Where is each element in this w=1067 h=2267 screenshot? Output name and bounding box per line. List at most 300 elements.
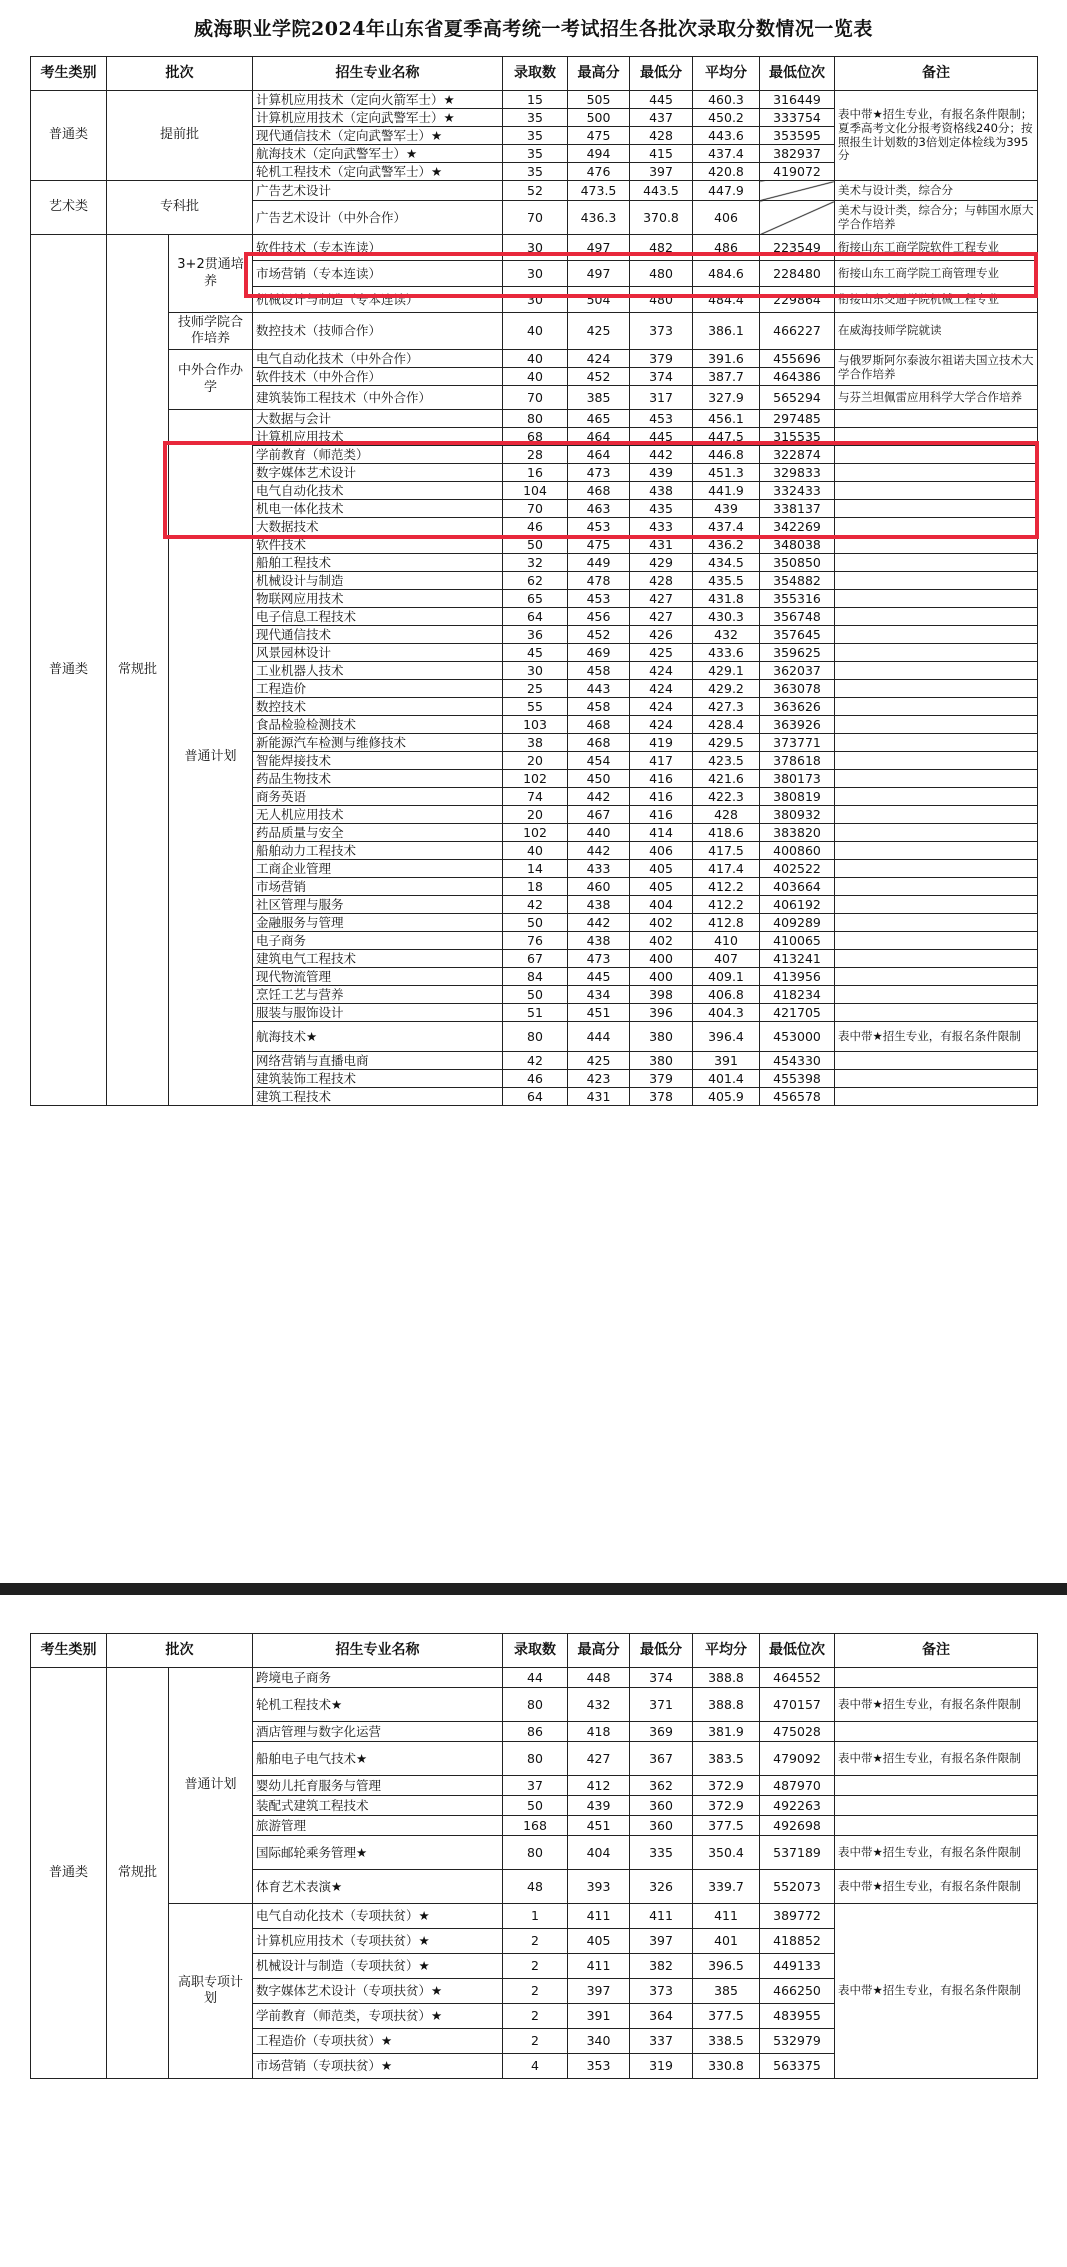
major-name-cell: 现代通信技术 [253,626,503,644]
count-cell: 102 [503,824,568,842]
avg-score-cell: 447.9 [693,181,760,201]
note-cell [835,806,1038,824]
count-cell: 36 [503,626,568,644]
min-rank-cell: 479092 [760,1742,835,1776]
max-score-cell: 412 [568,1776,630,1796]
count-cell: 14 [503,860,568,878]
count-cell: 20 [503,752,568,770]
max-score-cell: 423 [568,1070,630,1088]
major-name-cell: 轮机工程技术★ [253,1688,503,1722]
min-score-cell: 431 [630,536,693,554]
avg-score-cell: 412.8 [693,914,760,932]
avg-score-cell: 421.6 [693,770,760,788]
max-score-cell: 456 [568,608,630,626]
count-cell: 2 [503,2004,568,2029]
plan-cell: 中外合作办学 [169,350,253,410]
table-row [31,313,1038,350]
avg-score-cell: 406 [693,201,760,235]
major-name-cell: 软件技术 [253,536,503,554]
min-score-cell: 414 [630,824,693,842]
avg-score-cell: 435.5 [693,572,760,590]
count-cell: 2 [503,2029,568,2054]
count-cell: 168 [503,1816,568,1836]
count-cell: 80 [503,1836,568,1870]
avg-score-cell: 387.7 [693,368,760,386]
min-score-cell: 378 [630,1088,693,1106]
max-score-cell: 458 [568,698,630,716]
header-count: 录取数 [503,57,568,91]
major-name-cell: 市场营销 [253,878,503,896]
min-rank-cell: 223549 [760,235,835,261]
avg-score-cell: 423.5 [693,752,760,770]
min-rank-cell: 357645 [760,626,835,644]
note-cell: 表中带★招生专业，有报名条件限制 [835,1742,1038,1776]
min-score-cell: 482 [630,235,693,261]
max-score-cell: 353 [568,2054,630,2079]
max-score-cell: 449 [568,554,630,572]
max-score-cell: 473 [568,464,630,482]
min-score-cell: 433 [630,518,693,536]
header-avg: 平均分 [693,1634,760,1668]
max-score-cell: 469 [568,644,630,662]
count-cell: 42 [503,1052,568,1070]
table-row [31,1668,1038,1688]
count-cell: 80 [503,410,568,428]
header-min: 最低分 [630,57,693,91]
count-cell: 40 [503,313,568,350]
min-score-cell: 360 [630,1796,693,1816]
note-cell [835,680,1038,698]
table-header-row [31,1634,1038,1668]
count-cell: 80 [503,1022,568,1052]
max-score-cell: 475 [568,536,630,554]
major-name-cell: 大数据与会计 [253,410,503,428]
avg-score-cell: 401.4 [693,1070,760,1088]
count-cell: 51 [503,1004,568,1022]
major-name-cell: 广告艺术设计 [253,181,503,201]
batch-cell: 专科批 [107,181,253,235]
major-name-cell: 计算机应用技术（定向火箭军士）★ [253,91,503,109]
max-score-cell: 397 [568,1979,630,2004]
max-score-cell: 391 [568,2004,630,2029]
count-cell: 55 [503,698,568,716]
min-score-cell: 374 [630,368,693,386]
count-cell: 64 [503,1088,568,1106]
min-rank-cell: 455398 [760,1070,835,1088]
count-cell: 28 [503,446,568,464]
major-name-cell: 新能源汽车检测与维修技术 [253,734,503,752]
page-divider [0,1583,1067,1595]
count-cell: 35 [503,127,568,145]
avg-score-cell: 441.9 [693,482,760,500]
min-rank-cell: 400860 [760,842,835,860]
min-score-cell: 360 [630,1816,693,1836]
avg-score-cell: 437.4 [693,518,760,536]
note-cell: 与芬兰坦佩雷应用科学大学合作培养 [835,386,1038,410]
max-score-cell: 494 [568,145,630,163]
max-score-cell: 475 [568,127,630,145]
highlight-box-sino-foreign [163,441,1039,539]
avg-score-cell: 401 [693,1929,760,1954]
min-score-cell: 416 [630,806,693,824]
note-cell [835,626,1038,644]
max-score-cell: 440 [568,824,630,842]
min-score-cell: 425 [630,644,693,662]
avg-score-cell: 456.1 [693,410,760,428]
major-name-cell: 药品质量与安全 [253,824,503,842]
min-score-cell: 417 [630,752,693,770]
min-rank-cell: 363926 [760,716,835,734]
min-score-cell: 337 [630,2029,693,2054]
max-score-cell: 468 [568,734,630,752]
min-rank-cell: 565294 [760,386,835,410]
min-rank-cell: 382937 [760,145,835,163]
plan-cell: 3+2贯通培养 [169,235,253,313]
note-cell [835,1816,1038,1836]
avg-score-cell: 385 [693,1979,760,2004]
min-score-cell: 373 [630,1979,693,2004]
min-score-cell: 380 [630,1022,693,1052]
avg-score-cell: 407 [693,950,760,968]
major-name-cell: 计算机应用技术（专项扶贫）★ [253,1929,503,1954]
count-cell: 45 [503,644,568,662]
major-name-cell: 电气自动化技术（中外合作） [253,350,503,368]
table-row [31,181,1038,201]
major-name-cell: 机械设计与制造（专项扶贫）★ [253,1954,503,1979]
avg-score-cell: 386.1 [693,313,760,350]
min-rank-cell: 402522 [760,860,835,878]
max-score-cell: 439 [568,1796,630,1816]
count-cell: 25 [503,680,568,698]
major-name-cell: 学前教育（师范类） [253,446,503,464]
max-score-cell: 438 [568,896,630,914]
min-rank-cell: 297485 [760,410,835,428]
min-rank-cell: 410065 [760,932,835,950]
empty-diagonal-cell [760,201,835,235]
note-cell [835,842,1038,860]
header-major: 招生专业名称 [253,1634,503,1668]
min-rank-cell: 464552 [760,1668,835,1688]
max-score-cell: 460 [568,878,630,896]
major-name-cell: 软件技术（专本连读） [253,235,503,261]
note-cell [835,824,1038,842]
avg-score-cell: 484.6 [693,261,760,287]
max-score-cell: 463 [568,500,630,518]
note-cell [835,734,1038,752]
header-category: 考生类别 [31,57,107,91]
count-cell: 67 [503,950,568,968]
note-cell [835,662,1038,680]
min-score-cell: 428 [630,572,693,590]
header-rank: 最低位次 [760,57,835,91]
max-score-cell: 468 [568,716,630,734]
max-score-cell: 436.3 [568,201,630,235]
major-name-cell: 金融服务与管理 [253,914,503,932]
avg-score-cell: 417.5 [693,842,760,860]
count-cell: 50 [503,536,568,554]
count-cell: 2 [503,1979,568,2004]
count-cell: 2 [503,1954,568,1979]
note-cell: 表中带★招生专业，有报名条件限制 [835,1904,1038,2079]
major-name-cell: 数控技术（技师合作） [253,313,503,350]
avg-score-cell: 429.5 [693,734,760,752]
min-rank-cell: 419072 [760,163,835,181]
max-score-cell: 433 [568,860,630,878]
avg-score-cell: 372.9 [693,1776,760,1796]
avg-score-cell: 405.9 [693,1088,760,1106]
count-cell: 103 [503,716,568,734]
min-rank-cell: 466227 [760,313,835,350]
major-name-cell: 机电一体化技术 [253,500,503,518]
count-cell: 102 [503,770,568,788]
min-score-cell: 424 [630,716,693,734]
min-score-cell: 415 [630,145,693,163]
major-name-cell: 建筑装饰工程技术 [253,1070,503,1088]
header-max: 最高分 [568,1634,630,1668]
max-score-cell: 453 [568,590,630,608]
note-cell [835,1004,1038,1022]
max-score-cell: 445 [568,968,630,986]
min-score-cell: 400 [630,968,693,986]
min-rank-cell: 409289 [760,914,835,932]
min-rank-cell: 563375 [760,2054,835,2079]
plan-cell: 高职专项计划 [169,1904,253,2079]
min-rank-cell: 406192 [760,896,835,914]
min-score-cell: 400 [630,950,693,968]
max-score-cell: 385 [568,386,630,410]
min-score-cell: 369 [630,1722,693,1742]
count-cell: 48 [503,1870,568,1904]
avg-score-cell: 431.8 [693,590,760,608]
min-score-cell: 411 [630,1904,693,1929]
count-cell: 35 [503,109,568,127]
avg-score-cell: 412.2 [693,878,760,896]
count-cell: 4 [503,2054,568,2079]
note-cell [835,1070,1038,1088]
avg-score-cell: 486 [693,235,760,261]
major-name-cell: 工程造价 [253,680,503,698]
major-name-cell: 船舶动力工程技术 [253,842,503,860]
major-name-cell: 建筑电气工程技术 [253,950,503,968]
min-score-cell: 424 [630,662,693,680]
min-rank-cell: 537189 [760,1836,835,1870]
avg-score-cell: 428.4 [693,716,760,734]
major-name-cell: 计算机应用技术 [253,428,503,446]
note-cell [835,410,1038,428]
min-score-cell: 405 [630,878,693,896]
note-cell: 表中带★招生专业，有报名条件限制 [835,1870,1038,1904]
max-score-cell: 468 [568,482,630,500]
category-cell: 艺术类 [31,181,107,235]
header-max: 最高分 [568,57,630,91]
avg-score-cell: 427.3 [693,698,760,716]
max-score-cell: 458 [568,662,630,680]
min-rank-cell: 492698 [760,1816,835,1836]
avg-score-cell: 410 [693,932,760,950]
count-cell: 70 [503,386,568,410]
min-rank-cell: 315535 [760,428,835,446]
min-rank-cell: 228480 [760,261,835,287]
major-name-cell: 建筑装饰工程技术（中外合作） [253,386,503,410]
header-batch: 批次 [107,57,253,91]
avg-score-cell: 391 [693,1052,760,1070]
major-name-cell: 广告艺术设计（中外合作） [253,201,503,235]
avg-score-cell: 443.6 [693,127,760,145]
note-cell [835,950,1038,968]
min-rank-cell: 322874 [760,446,835,464]
max-score-cell: 442 [568,842,630,860]
min-rank-cell: 380932 [760,806,835,824]
min-score-cell: 427 [630,608,693,626]
note-cell: 与俄罗斯阿尔泰波尔祖诺夫国立技术大学合作培养 [835,350,1038,386]
count-cell: 30 [503,287,568,313]
highlight-box-art-sino-foreign [244,252,1038,298]
count-cell: 37 [503,1776,568,1796]
max-score-cell: 393 [568,1870,630,1904]
avg-score-cell: 377.5 [693,1816,760,1836]
major-name-cell: 市场营销（专项扶贫）★ [253,2054,503,2079]
major-name-cell: 跨境电子商务 [253,1668,503,1688]
count-cell: 46 [503,518,568,536]
major-name-cell: 电子商务 [253,932,503,950]
min-rank-cell: 421705 [760,1004,835,1022]
min-rank-cell: 348038 [760,536,835,554]
major-name-cell: 软件技术（中外合作） [253,368,503,386]
min-rank-cell: 552073 [760,1870,835,1904]
major-name-cell: 酒店管理与数字化运营 [253,1722,503,1742]
major-name-cell: 机械设计与制造（专本连读） [253,287,503,313]
note-cell: 衔接山东工商学院软件工程专业 [835,235,1038,261]
count-cell: 80 [503,1742,568,1776]
max-score-cell: 476 [568,163,630,181]
header-note: 备注 [835,57,1038,91]
min-rank-cell: 380819 [760,788,835,806]
header-min: 最低分 [630,1634,693,1668]
max-score-cell: 473.5 [568,181,630,201]
min-rank-cell: 455696 [760,350,835,368]
max-score-cell: 497 [568,261,630,287]
avg-score-cell: 460.3 [693,91,760,109]
note-cell [835,932,1038,950]
min-score-cell: 406 [630,842,693,860]
count-cell: 15 [503,91,568,109]
avg-score-cell: 388.8 [693,1688,760,1722]
max-score-cell: 443 [568,680,630,698]
min-score-cell: 445 [630,91,693,109]
count-cell: 64 [503,608,568,626]
note-cell [835,878,1038,896]
min-rank-cell: 229864 [760,287,835,313]
count-cell: 74 [503,788,568,806]
min-score-cell: 445 [630,428,693,446]
min-score-cell: 480 [630,287,693,313]
count-cell: 18 [503,878,568,896]
min-rank-cell: 354882 [760,572,835,590]
count-cell: 86 [503,1722,568,1742]
note-cell: 表中带★招生专业，有报名条件限制 [835,1836,1038,1870]
major-name-cell: 轮机工程技术（定向武警军士）★ [253,163,503,181]
count-cell: 40 [503,368,568,386]
empty-diagonal-cell [760,181,835,201]
note-cell [835,716,1038,734]
note-cell [835,770,1038,788]
batch-cell: 常规批 [107,235,169,1106]
note-cell [835,986,1038,1004]
major-name-cell: 现代通信技术（定向武警军士）★ [253,127,503,145]
max-score-cell: 451 [568,1004,630,1022]
min-score-cell: 398 [630,986,693,1004]
max-score-cell: 405 [568,1929,630,1954]
max-score-cell: 432 [568,1688,630,1722]
admission-table-page-2 [30,1633,1038,2079]
avg-score-cell: 428 [693,806,760,824]
major-name-cell: 电子信息工程技术 [253,608,503,626]
avg-score-cell: 388.8 [693,1668,760,1688]
min-score-cell: 438 [630,482,693,500]
avg-score-cell: 436.2 [693,536,760,554]
admission-table-page-1 [30,56,1038,1106]
count-cell: 30 [503,235,568,261]
min-score-cell: 439 [630,464,693,482]
major-name-cell: 国际邮轮乘务管理★ [253,1836,503,1870]
note-cell [835,914,1038,932]
note-cell [835,1796,1038,1816]
note-cell [835,644,1038,662]
category-cell: 普通类 [31,1668,107,2079]
min-rank-cell: 380173 [760,770,835,788]
major-name-cell: 电气自动化技术（专项扶贫）★ [253,1904,503,1929]
min-rank-cell: 487970 [760,1776,835,1796]
max-score-cell: 425 [568,1052,630,1070]
min-rank-cell: 453000 [760,1022,835,1052]
min-rank-cell: 413956 [760,968,835,986]
max-score-cell: 465 [568,410,630,428]
batch-cell: 提前批 [107,91,253,181]
min-rank-cell: 383820 [760,824,835,842]
major-name-cell: 风景园林设计 [253,644,503,662]
header-count: 录取数 [503,1634,568,1668]
avg-score-cell: 377.5 [693,2004,760,2029]
major-name-cell: 大数据技术 [253,518,503,536]
plan-cell: 普通计划 [169,1668,253,1904]
min-score-cell: 424 [630,680,693,698]
min-score-cell: 419 [630,734,693,752]
avg-score-cell: 433.6 [693,644,760,662]
min-score-cell: 437 [630,109,693,127]
max-score-cell: 434 [568,986,630,1004]
header-note: 备注 [835,1634,1038,1668]
table-row [31,91,1038,109]
note-cell [835,752,1038,770]
note-cell: 表中带★招生专业，有报名条件限制 [835,1022,1038,1052]
max-score-cell: 425 [568,313,630,350]
avg-score-cell: 409.1 [693,968,760,986]
max-score-cell: 452 [568,626,630,644]
major-name-cell: 烹饪工艺与营养 [253,986,503,1004]
min-score-cell: 326 [630,1870,693,1904]
major-name-cell: 数控技术 [253,698,503,716]
count-cell: 46 [503,1070,568,1088]
avg-score-cell: 383.5 [693,1742,760,1776]
plan-cell: 普通计划 [169,410,253,1106]
note-cell [835,1668,1038,1688]
major-name-cell: 工商企业管理 [253,860,503,878]
note-cell [835,788,1038,806]
note-cell: 表中带★招生专业，有报名条件限制；夏季高考文化分报考资格线240分；按照报生计划数的3倍划定体检线为395分 [835,91,1038,181]
major-name-cell: 船舶电子电气技术★ [253,1742,503,1776]
min-rank-cell: 316449 [760,91,835,109]
avg-score-cell: 450.2 [693,109,760,127]
